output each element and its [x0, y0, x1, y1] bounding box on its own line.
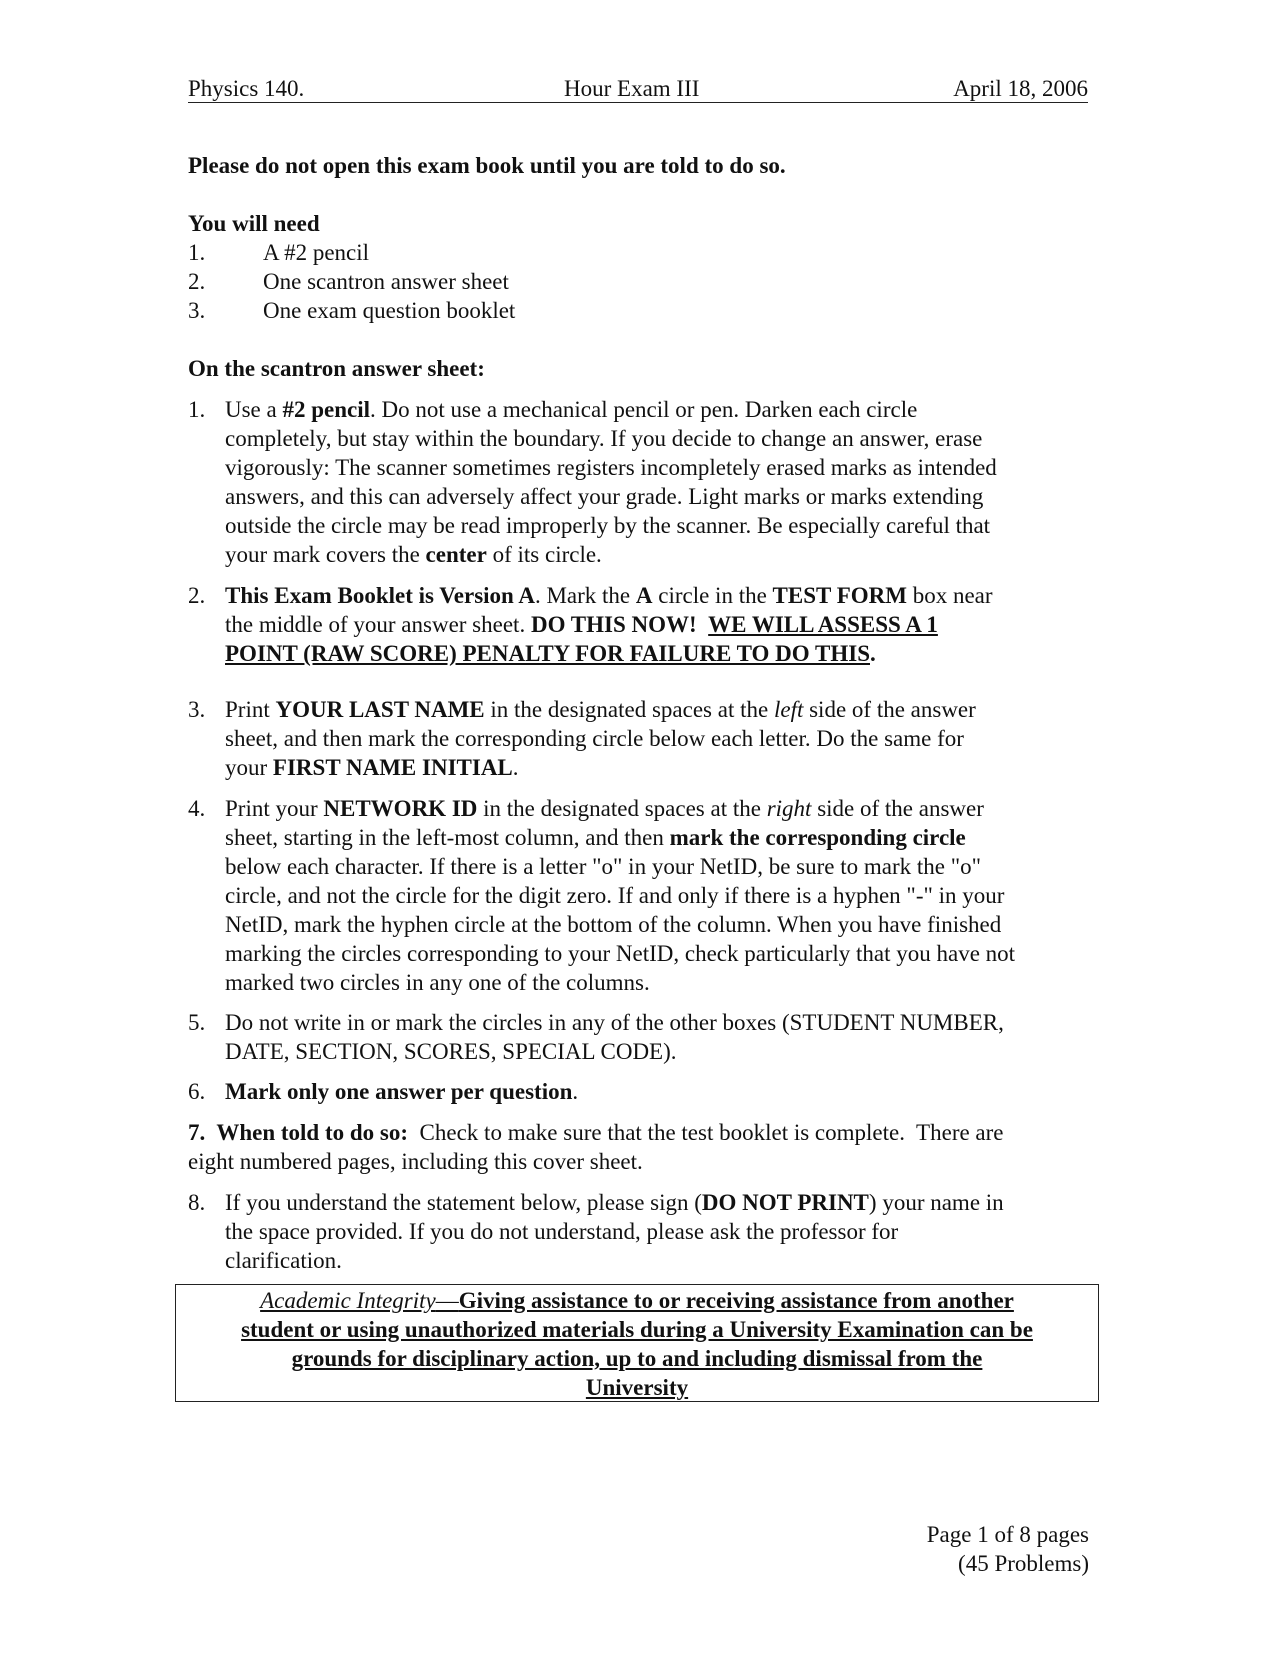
exam-title: Hour Exam III	[564, 76, 700, 101]
text: box near	[906, 583, 993, 608]
emphasis-network-id: NETWORK ID	[323, 796, 478, 821]
text: Use a	[225, 397, 283, 422]
academic-integrity-box	[175, 1284, 1099, 1402]
instruction-8	[188, 1188, 1093, 1275]
text: If you understand the statement below, please sign (	[225, 1190, 702, 1215]
text: side of the answer	[803, 697, 976, 722]
instruction-number: 7.	[188, 1120, 206, 1145]
text: .	[870, 641, 876, 666]
integrity-text: University	[585, 1375, 689, 1400]
emphasis-one-answer: Mark only one answer per question	[225, 1079, 573, 1104]
list-item-text: A #2 pencil	[263, 240, 370, 265]
text-line: vigorously: The scanner sometimes registers incompletely erased marks as intended	[225, 455, 997, 480]
text-line: clarification.	[225, 1248, 342, 1273]
integrity-text: student or using unauthorized materials during a University Examination can be	[241, 1317, 1033, 1342]
text-line: sheet, and then mark the corresponding circle below each letter. Do the same for	[225, 726, 964, 751]
page-header	[188, 74, 1088, 103]
instruction-1	[188, 395, 1093, 569]
course-title: Physics 140.	[188, 76, 305, 101]
text-line: below each character. If there is a letter "o" in your NetID, be sure to mark the "o"	[225, 854, 982, 879]
text: . Do not use a mechanical pencil or pen. Darken each circle	[370, 397, 918, 422]
text-line: marking the circles corresponding to your NetID, check particularly that you have not	[225, 941, 1016, 966]
text-line: answers, and this can adversely affect your grade. Light marks or marks extending	[225, 484, 984, 509]
emphasis-do-this-now: DO THIS NOW!	[530, 612, 697, 637]
list-item-number: 1.	[188, 240, 206, 265]
text-line: marked two circles in any one of the columns.	[225, 970, 650, 995]
instruction-3	[188, 695, 1093, 782]
integrity-text: grounds for disciplinary action, up to and including dismissal from the	[291, 1346, 983, 1371]
instruction-number: 4.	[188, 796, 206, 821]
instruction-5	[188, 1008, 1093, 1066]
text-line: the space provided. If you do not understand, please ask the professor for	[225, 1219, 899, 1244]
text: —	[435, 1288, 459, 1313]
penalty-warning: WE WILL ASSESS A 1	[708, 612, 938, 637]
text	[697, 612, 709, 637]
instruction-number: 8.	[188, 1190, 206, 1215]
instruction-7	[188, 1118, 1004, 1176]
text: your mark covers the	[225, 542, 426, 567]
text-line: completely, but stay within the boundary. If you decide to change an answer, erase	[225, 426, 983, 451]
text: your	[225, 755, 273, 780]
list-item-number: 3.	[188, 298, 206, 323]
text-line: outside the circle may be read improperly by the scanner. Be especially careful that	[225, 513, 991, 538]
list-item-text: One exam question booklet	[263, 298, 516, 323]
instruction-4	[188, 794, 1093, 997]
text: Print your	[225, 796, 324, 821]
instruction-number: 3.	[188, 697, 206, 722]
list-item-text: One scantron answer sheet	[263, 269, 509, 294]
instruction-number: 6.	[188, 1079, 206, 1104]
text: side of the answer	[811, 796, 984, 821]
emphasis-center: center	[425, 542, 487, 567]
text-line: DATE, SECTION, SCORES, SPECIAL CODE).	[225, 1039, 677, 1064]
text-line: circle, and not the circle for the digit zero. If and only if there is a hyphen "-" in your	[225, 883, 1005, 908]
emphasis-right: right	[766, 796, 812, 821]
text-line: eight numbered pages, including this cover sheet.	[188, 1149, 643, 1174]
page-count: Page 1 of 8 pages	[926, 1522, 1089, 1547]
text: in the designated spaces at the	[484, 697, 774, 722]
page-footer	[927, 1520, 1089, 1578]
emphasis-left: left	[773, 697, 804, 722]
instruction-6	[188, 1077, 1093, 1106]
text-line: Do not write in or mark the circles in any of the other boxes (STUDENT NUMBER,	[225, 1010, 1004, 1035]
intro-warning: Please do not open this exam book until you are told to do so.	[188, 153, 786, 178]
need-heading: You will need	[188, 211, 320, 236]
emphasis-test-form: TEST FORM	[772, 583, 907, 608]
text: .	[512, 755, 519, 780]
emphasis-mark-circle: mark the corresponding circle	[669, 825, 966, 850]
emphasis-a: A	[635, 583, 653, 608]
instruction-number: 2.	[188, 583, 206, 608]
text: the middle of your answer sheet.	[225, 612, 531, 637]
emphasis-when-told: When told to do so:	[216, 1120, 409, 1145]
list-item-number: 2.	[188, 269, 206, 294]
text: circle in the	[652, 583, 773, 608]
text: ) your name in	[868, 1190, 1004, 1215]
text: in the designated spaces at the	[477, 796, 767, 821]
text-line: NetID, mark the hyphen circle at the bottom of the column. When you have finished	[225, 912, 1002, 937]
exam-date: April 18, 2006	[953, 76, 1088, 101]
emphasis-last-name: YOUR LAST NAME	[275, 697, 485, 722]
emphasis-do-not-print: DO NOT PRINT	[701, 1190, 869, 1215]
text: Check to make sure that the test booklet is complete. There are	[408, 1120, 1004, 1145]
instruction-2	[188, 581, 1093, 668]
text: .	[572, 1079, 579, 1104]
text: . Mark the	[534, 583, 636, 608]
instruction-number: 5.	[188, 1010, 206, 1035]
scantron-heading: On the scantron answer sheet:	[188, 356, 485, 381]
problem-count: (45 Problems)	[958, 1551, 1089, 1576]
text: of its circle.	[486, 542, 602, 567]
penalty-warning: POINT (RAW SCORE) PENALTY FOR FAILURE TO DO THIS	[225, 641, 870, 666]
instruction-number: 1.	[188, 397, 206, 422]
emphasis-version: This Exam Booklet is Version A	[225, 583, 535, 608]
emphasis-first-initial: FIRST NAME INITIAL	[272, 755, 513, 780]
emphasis-pencil: #2 pencil	[282, 397, 371, 422]
text: sheet, starting in the left-most column, and then	[225, 825, 670, 850]
text: Print	[225, 697, 276, 722]
integrity-text: Giving assistance to or receiving assistance from another	[458, 1288, 1014, 1313]
integrity-title: Academic Integrity	[260, 1288, 436, 1313]
